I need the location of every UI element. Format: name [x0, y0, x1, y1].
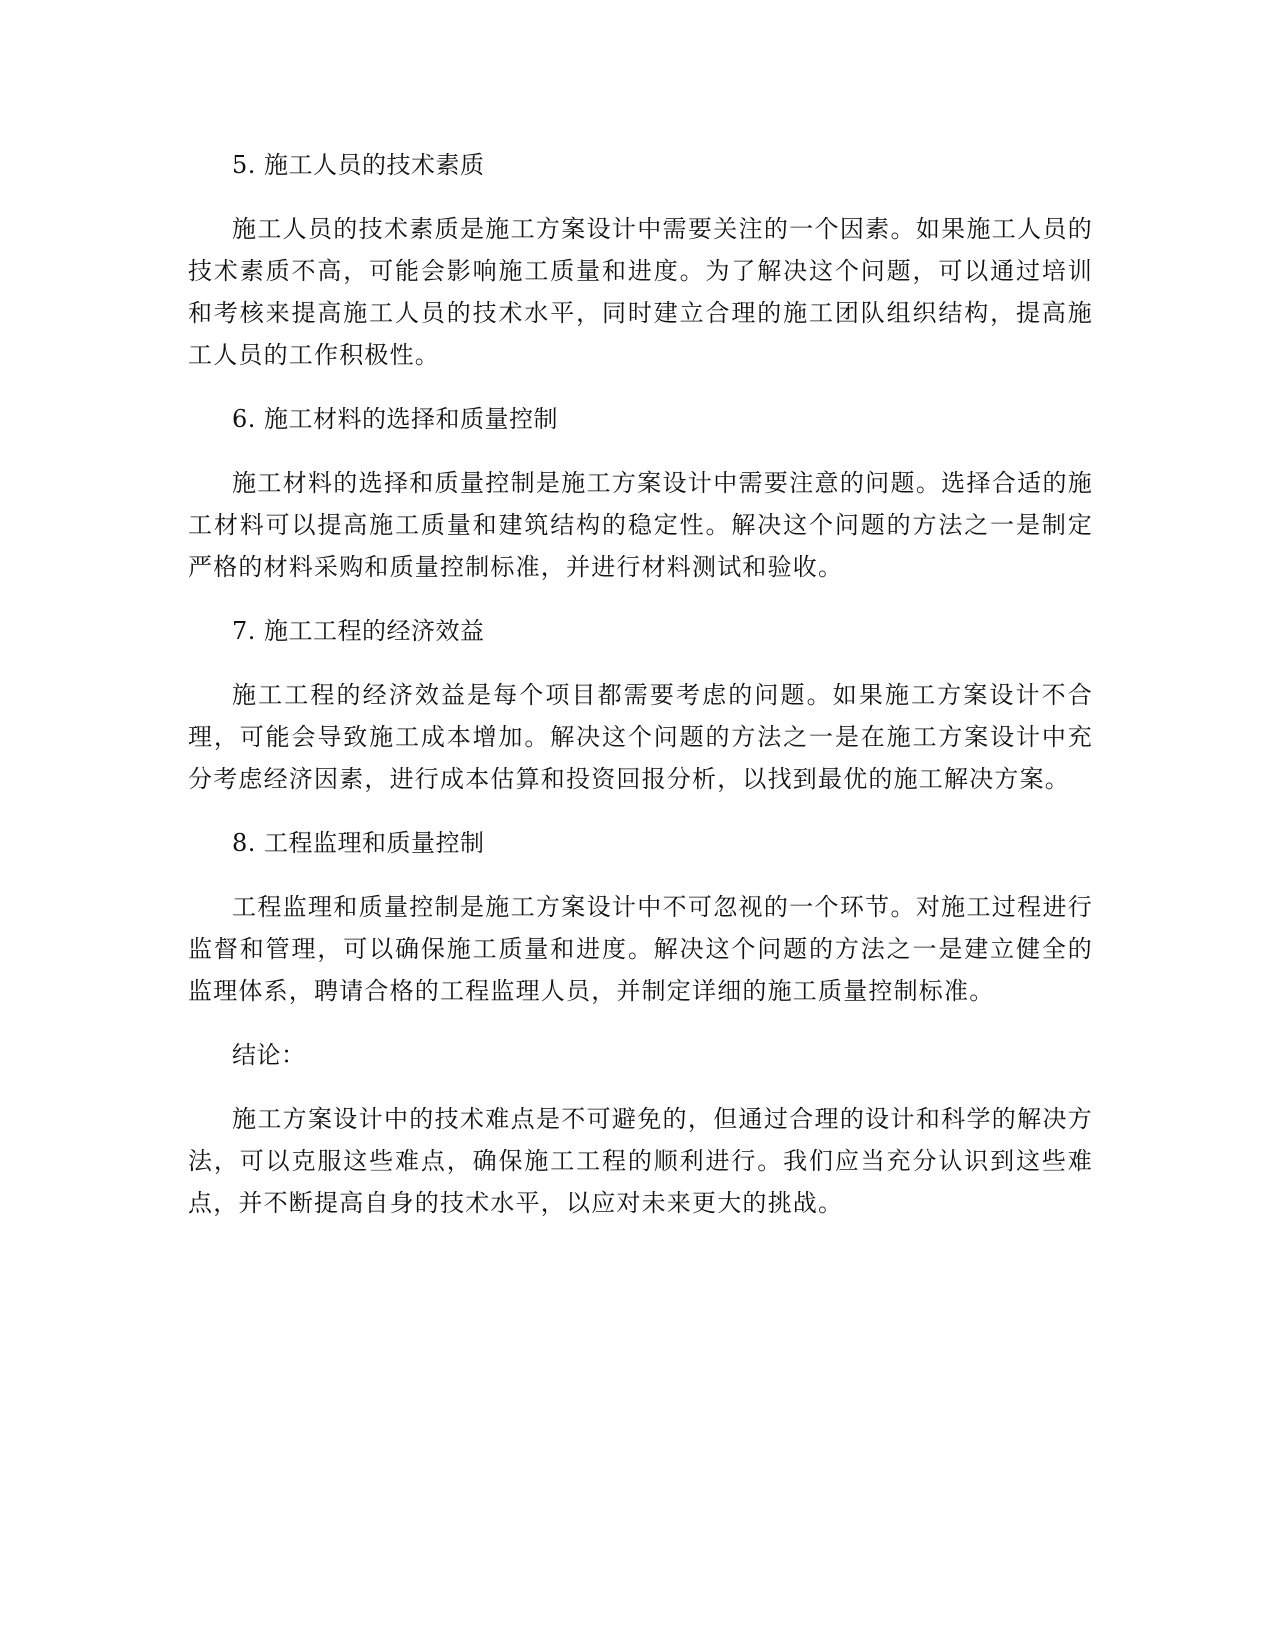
conclusion-paragraph: 施工方案设计中的技术难点是不可避免的，但通过合理的设计和科学的解决方法，可以克服这些难点，确保施工工程的顺利进行。我们应当充分认识到这些难点，并不断提高自身的技术水平，以应对未来更大的挑战。: [188, 1105, 1093, 1217]
section-paragraph: 工程监理和质量控制是施工方案设计中不可忽视的一个环节。对施工过程进行监督和管理，可以确保施工质量和进度。解决这个问题的方法之一是建立健全的监理体系，聘请合格的工程监理人员，并制定详细的施工质量控制标准。: [188, 893, 1093, 1005]
section-heading: 6. 施工材料的选择和质量控制: [232, 405, 559, 433]
document-body: [188, 145, 1093, 1247]
section-paragraph: 施工人员的技术素质是施工方案设计中需要关注的一个因素。如果施工人员的技术素质不高，可能会影响施工质量和进度。为了解决这个问题，可以通过培训和考核来提高施工人员的技术水平，同时建立合理的施工团队组织结构，提高施工人员的工作积极性。: [188, 215, 1093, 369]
section-heading: 8. 工程监理和质量控制: [232, 829, 485, 857]
section-heading: 7. 施工工程的经济效益: [232, 617, 485, 645]
section-paragraph: 施工材料的选择和质量控制是施工方案设计中需要注意的问题。选择合适的施工材料可以提高施工质量和建筑结构的稳定性。解决这个问题的方法之一是制定严格的材料采购和质量控制标准，并进行材料测试和验收。: [188, 469, 1093, 581]
conclusion-heading: 结论：: [232, 1041, 306, 1069]
section-heading: 5. 施工人员的技术素质: [232, 151, 485, 179]
section-paragraph: 施工工程的经济效益是每个项目都需要考虑的问题。如果施工方案设计不合理，可能会导致施工成本增加。解决这个问题的方法之一是在施工方案设计中充分考虑经济因素，进行成本估算和投资回报分析，以找到最优的施工解决方案。: [188, 681, 1093, 793]
